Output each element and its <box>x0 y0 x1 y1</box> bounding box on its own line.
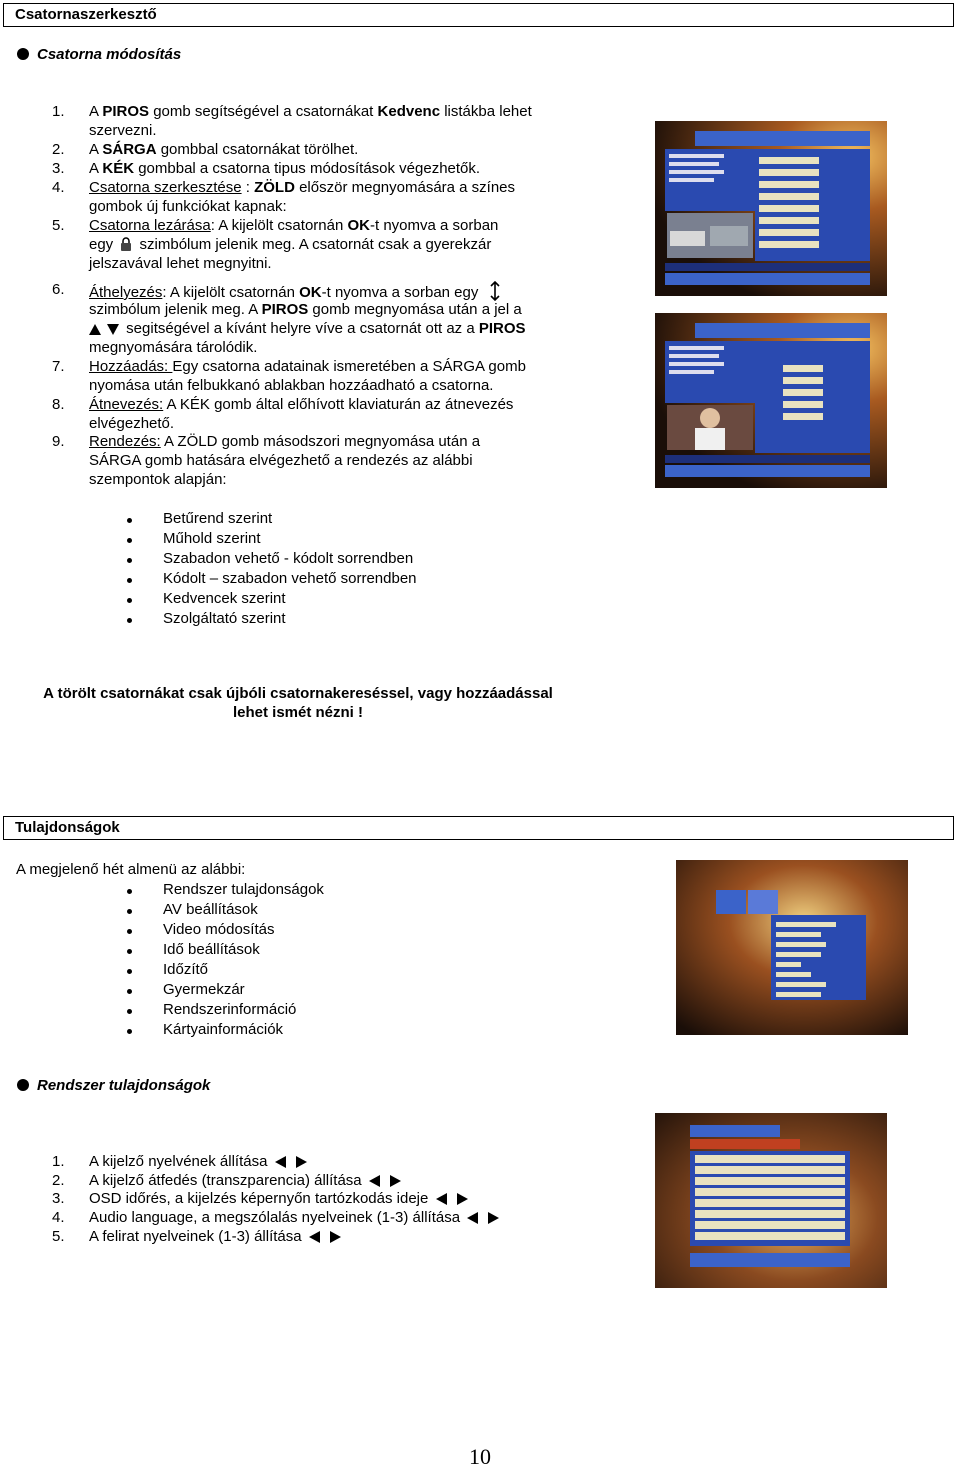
sys-item-2: A kijelző átfedés (transzparencia) állítása <box>89 1172 404 1189</box>
subhead-system-properties: Rendszer tulajdonságok <box>17 1077 210 1094</box>
right-arrow-icon <box>330 1231 341 1243</box>
item-number: 6. <box>52 281 65 298</box>
section-title-properties: Tulajdonságok <box>3 816 954 840</box>
item-9-text: Rendezés: A ZÖLD gomb másodszori megnyomása után a <box>89 433 481 450</box>
item-number: 7. <box>52 358 65 375</box>
item-5-text-line2: egy szimbólum jelenik meg. A csatornát csak a gyerekzár <box>89 236 492 253</box>
lock-icon <box>120 237 132 251</box>
right-arrow-icon <box>488 1212 499 1224</box>
item-number: 9. <box>52 433 65 450</box>
bullet-dot-icon <box>17 48 29 60</box>
item-number: 1. <box>52 103 65 120</box>
right-arrow-icon <box>390 1175 401 1187</box>
left-arrow-icon <box>275 1156 286 1168</box>
item-number: 3. <box>52 160 65 177</box>
item-number: 5. <box>52 1228 65 1245</box>
item-3-text: A KÉK gombbal a csatorna tipus módosítások végezhetők. <box>89 160 481 177</box>
note-line-2: lehet ismét nézni ! <box>232 704 364 721</box>
item-4-text: Csatorna szerkesztése : ZÖLD először megnyomására a színes <box>89 179 516 196</box>
subhead-channel-modify: Csatorna módosítás <box>17 46 181 63</box>
item-6-text: Áthelyezés: A kijelölt csatornán OK-t nyomva a sorban egy <box>89 281 501 301</box>
item-8-text: Átnevezés: A KÉK gomb által előhívott klaviaturán az átnevezés <box>89 396 514 413</box>
down-arrow-icon <box>107 324 119 335</box>
item-5-text: Csatorna lezárása: A kijelölt csatornán OK-t nyomva a sorban <box>89 217 499 234</box>
item-6-text-line2: szimbólum jelenik meg. A PIROS gomb megnyomása után a jel a <box>89 301 522 318</box>
sys-item-1: A kijelző nyelvének állítása <box>89 1153 310 1170</box>
channel-editor-screenshot-2 <box>655 313 887 488</box>
page-number: 10 <box>469 1444 491 1469</box>
sys-item-4: Audio language, a megszólalás nyelveinek (1-3) állítása <box>89 1209 502 1226</box>
submenu-intro: A megjelenő hét almenü az alábbi: <box>16 861 246 878</box>
item-7-text: Hozzáadás: Egy csatorna adatainak ismeretében a SÁRGA gomb <box>89 358 526 375</box>
properties-menu-screenshot <box>676 860 908 1035</box>
item-number: 8. <box>52 396 65 413</box>
item-number: 4. <box>52 1209 65 1226</box>
note-line-1: A törölt csatornákat csak újbóli csatornakereséssel, vagy hozzáadással <box>43 685 553 702</box>
left-arrow-icon <box>436 1193 447 1205</box>
sys-item-3: OSD időrés, a kijelzés képernyőn tartózkodás ideje <box>89 1190 471 1207</box>
item-number: 4. <box>52 179 65 196</box>
item-4-text-line2: gombok új funkciókat kapnak: <box>89 198 287 215</box>
item-8-text-line2: elvégezhető. <box>89 415 175 432</box>
left-arrow-icon <box>309 1231 320 1243</box>
item-7-text-line2: nyomása után felbukkanó ablakban hozzáadható a csatorna. <box>89 377 494 394</box>
right-arrow-icon <box>296 1156 307 1168</box>
item-6-text-line4: megnyomására tárolódik. <box>89 339 258 356</box>
sys-item-5: A felirat nyelveinek (1-3) állítása <box>89 1228 344 1245</box>
channel-editor-screenshot-1 <box>655 121 887 296</box>
item-number: 3. <box>52 1190 65 1207</box>
item-1-text-line2: szervezni. <box>89 122 157 139</box>
item-number: 1. <box>52 1153 65 1170</box>
move-arrow-icon <box>489 281 501 301</box>
item-number: 2. <box>52 1172 65 1189</box>
item-2-text: A SÁRGA gombbal csatornákat törölhet. <box>89 141 359 158</box>
left-arrow-icon <box>369 1175 380 1187</box>
item-9-text-line3: szempontok alapján: <box>89 471 227 488</box>
item-number: 2. <box>52 141 65 158</box>
item-number: 5. <box>52 217 65 234</box>
item-1-text: A PIROS gomb segítségével a csatornákat Kedvenc listákba lehet <box>89 103 532 120</box>
up-arrow-icon <box>89 324 101 335</box>
bullet-dot-icon <box>17 1079 29 1091</box>
system-properties-screenshot <box>655 1113 887 1288</box>
item-5-text-line3: jelszavával lehet megnyitni. <box>89 255 272 272</box>
item-9-text-line2: SÁRGA gomb hatására elvégezhető a rendezés az alábbi <box>89 452 473 469</box>
left-arrow-icon <box>467 1212 478 1224</box>
section-title-channel-editor: Csatornaszerkesztő <box>3 3 954 27</box>
right-arrow-icon <box>457 1193 468 1205</box>
item-6-text-line3: segitségével a kívánt helyre víve a csatornát ott az a PIROS <box>89 320 526 337</box>
